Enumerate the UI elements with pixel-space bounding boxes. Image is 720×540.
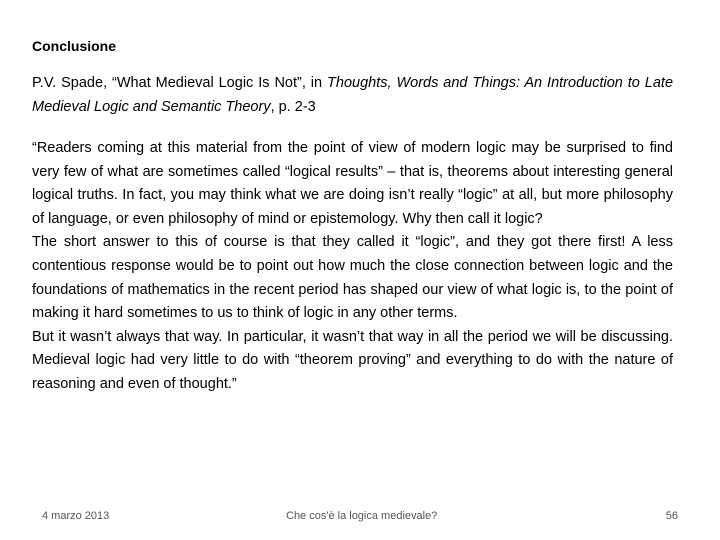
citation-work: Thoughts, Words and Things: An Introduction to Late Medieval Logic and Semantic Theory	[32, 75, 674, 115]
citation-pages: , p. 2-3	[270, 98, 316, 115]
footer-page-number: 56	[665, 510, 678, 522]
footer-title: Che cos'è la logica medievale?	[286, 510, 438, 522]
quote-block	[32, 137, 673, 397]
quote-paragraph: The short answer to this of course is that they called it “logic”, and they got there first! A less contentious response would be to point out how much the close connection between logic and the foundations of mathematics in the recent period has shaped our view of what logic is, to the point of making it hard sometimes to us to think of logic in any other terms.	[32, 234, 673, 322]
slide-content	[32, 36, 673, 397]
slide-heading: Conclusione	[32, 38, 117, 54]
slide-footer	[0, 506, 720, 526]
citation-in: , in	[301, 75, 328, 91]
quote-paragraph: But it wasn’t always that way. In particular, it wasn’t that way in all the period we will be discussing. Medieval logic had very little to do with “theorem proving” and everything to do with the nature of reasoning and even of thought.”	[32, 328, 673, 392]
citation-article: “What Medieval Logic Is Not”	[112, 75, 302, 91]
citation	[32, 72, 673, 119]
quote-paragraph: “Readers coming at this material from the point of view of modern logic may be surprised to find very few of what are sometimes called “logical results” – that is, theorems about interesting general logical truths. In fact, you may think what we are doing isn’t really “logic” at all, but more philosophy of language, or even philosophy of mind or epistemology. Why then call it logic?	[32, 140, 673, 227]
footer-date: 4 marzo 2013	[42, 510, 110, 522]
citation-author: P.V. Spade,	[32, 75, 113, 91]
